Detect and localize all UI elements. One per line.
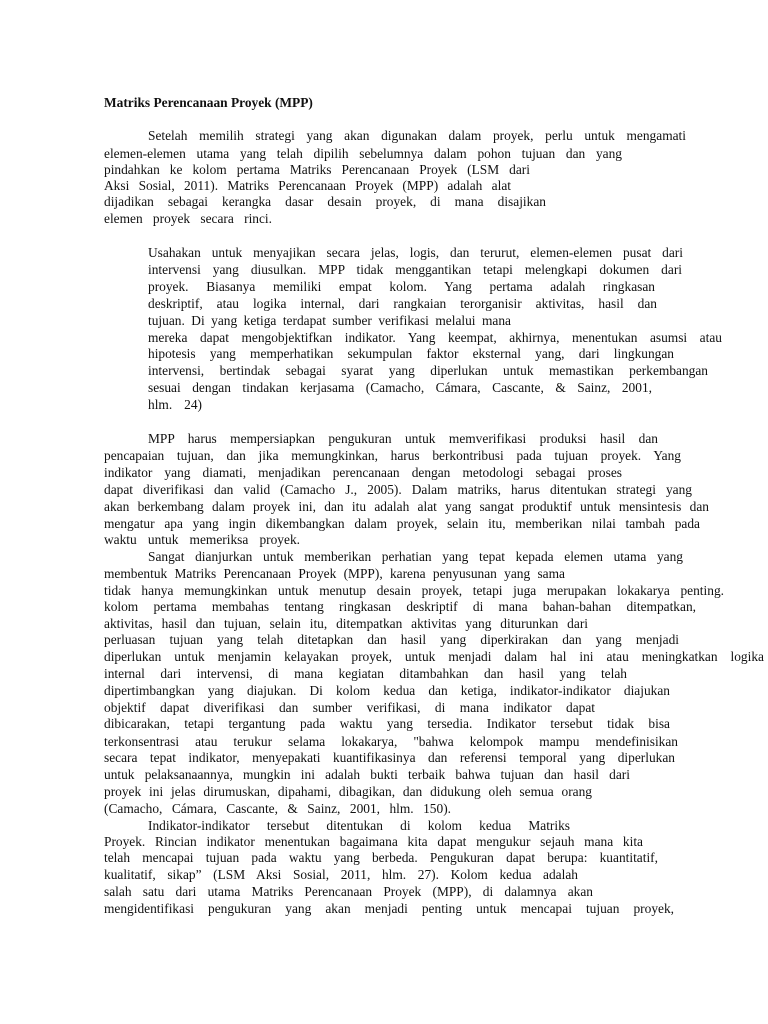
- text-line: intervensi yang diusulkan. MPP tidak menggantikan tetapi melengkapi dokumen dari: [148, 262, 682, 277]
- text-line: waktu untuk memeriksa proyek.: [104, 532, 300, 547]
- text-line: objektif dapat diverifikasi dan sumber verifikasi, di mana indikator dapat: [104, 700, 595, 715]
- text-line: proyek ini jelas dirumuskan, dipahami, dibagikan, dan didukung oleh semua orang: [104, 784, 592, 799]
- text-line: hipotesis yang memperhatikan sekumpulan faktor eksternal yang, dari lingkungan: [148, 346, 674, 361]
- text-line: hlm. 24): [148, 397, 202, 412]
- text-line: Aksi Sosial, 2011). Matriks Perencanaan Proyek (MPP) adalah alat: [104, 178, 511, 193]
- text-line: Usahakan untuk menyajikan secara jelas, logis, dan terurut, elemen-elemen pusat dari: [148, 245, 683, 260]
- text-line: membentuk Matriks Perencanaan Proyek (MPP), karena penyusunan yang sama: [104, 566, 565, 581]
- text-line: telah mencapai tujuan pada waktu yang berbeda. Pengukuran dapat berupa: kuantitatif,: [104, 850, 658, 865]
- text-line: kolom pertama membahas tentang ringkasan deskriptif di mana bahan-bahan ditempatkan,: [104, 599, 696, 614]
- text-line: tidak hanya memungkinkan untuk menutup desain proyek, tetapi juga merupakan lokakarya penting.: [104, 583, 724, 598]
- text-line: untuk pelaksanaannya, mungkin ini adalah bukti terbaik bahwa tujuan dan hasil dari: [104, 767, 630, 782]
- text-line: Sangat dianjurkan untuk memberikan perhatian yang tepat kepada elemen utama yang: [148, 549, 683, 564]
- text-line: elemen-elemen utama yang telah dipilih sebelumnya dalam pohon tujuan dan yang: [104, 146, 622, 161]
- text-line: dapat diverifikasi dan valid (Camacho J., 2005). Dalam matriks, harus ditentukan strategi yang: [104, 482, 692, 497]
- text-line: kualitatif, sikap” (LSM Aksi Sosial, 2011, hlm. 27). Kolom kedua adalah: [104, 867, 578, 882]
- text-line: indikator yang diamati, menjadikan perencanaan dengan metodologi sebagai proses: [104, 465, 622, 480]
- text-line: akan berkembang dalam proyek ini, dan itu adalah alat yang sangat produktif untuk mensintesis dan: [104, 499, 709, 514]
- text-line: terkonsentrasi atau terukur selama lokakarya, "bahwa kelompok mampu mendefinisikan: [104, 734, 678, 749]
- text-line: dijadikan sebagai kerangka dasar desain proyek, di mana disajikan: [104, 194, 546, 209]
- text-line: (Camacho, Cámara, Cascante, & Sainz, 2001, hlm. 150).: [104, 801, 451, 816]
- text-line: dibicarakan, tetapi tergantung pada waktu yang tersedia. Indikator tersebut tidak bisa: [104, 716, 670, 731]
- text-line: elemen proyek secara rinci.: [104, 211, 272, 226]
- text-line: aktivitas, hasil dan tujuan, selain itu, ditempatkan aktivitas yang diturunkan dari: [104, 616, 588, 631]
- text-line: proyek. Biasanya memiliki empat kolom. Yang pertama adalah ringkasan: [148, 279, 655, 294]
- text-line: internal dari intervensi, di mana kegiatan ditambahkan dan hasil yang telah: [104, 666, 627, 681]
- text-line: secara tepat indikator, menyepakati kuantifikasinya dan referensi temporal yang diperlukan: [104, 750, 675, 765]
- text-line: sesuai dengan tindakan kerjasama (Camacho, Cámara, Cascante, & Sainz, 2001,: [148, 380, 652, 395]
- text-line: Proyek. Rincian indikator menentukan bagaimana kita dapat mengukur sejauh mana kita: [104, 834, 643, 849]
- text-line: intervensi, bertindak sebagai syarat yang diperlukan untuk memastikan perkembangan: [148, 363, 708, 378]
- text-line: mengatur apa yang ingin dikembangkan dalam proyek, selain itu, memberikan nilai tambah pada: [104, 516, 700, 531]
- text-line: mereka dapat mengobjektifkan indikator. Yang keempat, akhirnya, menentukan asumsi atau: [148, 330, 722, 345]
- text-line: Indikator-indikator tersebut ditentukan di kolom kedua Matriks: [148, 818, 570, 833]
- document-title: Matriks Perencanaan Proyek (MPP): [104, 95, 313, 110]
- text-line: salah satu dari utama Matriks Perencanaan Proyek (MPP), di dalamnya akan: [104, 884, 593, 899]
- text-line: perluasan tujuan yang telah ditetapkan dan hasil yang diperkirakan dan yang menjadi: [104, 632, 679, 647]
- text-line: deskriptif, atau logika internal, dari rangkaian terorganisir aktivitas, hasil dan: [148, 296, 657, 311]
- text-line: diperlukan untuk menjamin kelayakan proyek, untuk menjadi dalam hal ini atau meningkatkan logika: [104, 649, 764, 664]
- text-line: pencapaian tujuan, dan jika memungkinkan, harus berkontribusi pada tujuan proyek. Yang: [104, 448, 681, 463]
- text-line: MPP harus mempersiapkan pengukuran untuk memverifikasi produksi hasil dan: [148, 431, 658, 446]
- text-line: tujuan. Di yang ketiga terdapat sumber verifikasi melalui mana: [148, 313, 511, 328]
- text-line: dipertimbangkan yang diajukan. Di kolom kedua dan ketiga, indikator-indikator diajukan: [104, 683, 670, 698]
- text-line: pindahkan ke kolom pertama Matriks Perencanaan Proyek (LSM dari: [104, 162, 530, 177]
- text-line: Setelah memilih strategi yang akan digunakan dalam proyek, perlu untuk mengamati: [148, 128, 686, 143]
- text-line: mengidentifikasi pengukuran yang akan menjadi penting untuk mencapai tujuan proyek,: [104, 901, 674, 916]
